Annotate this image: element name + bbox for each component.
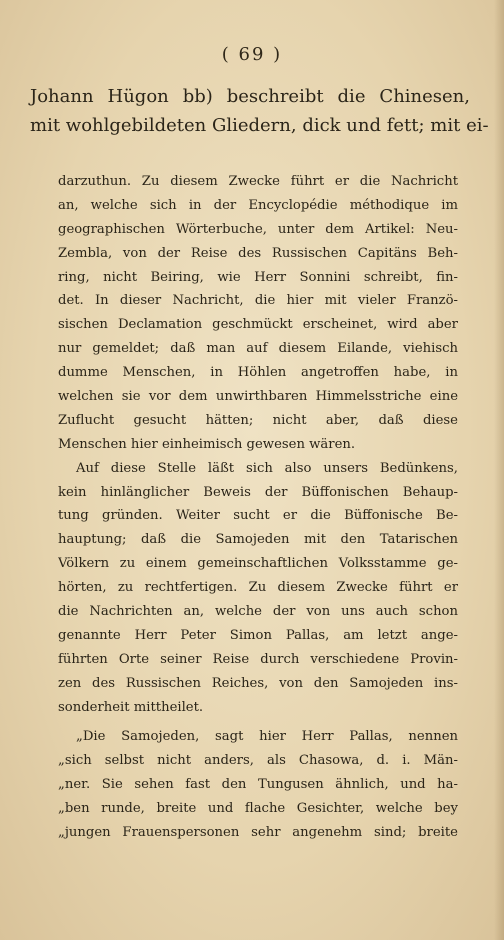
page-number: ( 69 ) bbox=[221, 44, 283, 65]
footnote-line: die Nachrichten an, welche der von uns auch schon bbox=[58, 604, 458, 620]
footnote-line: Menschen hier einheimisch gewesen wären. bbox=[58, 436, 356, 452]
footnote-line: tung gründen. Weiter sucht er die Büffonische Be- bbox=[58, 508, 458, 524]
footnote-line: geographischen Wörterbuche, unter dem Artikel: Neu- bbox=[58, 221, 458, 237]
footnote-line: sonderheit mittheilet. bbox=[58, 699, 204, 715]
footnote-line: zen des Russischen Reiches, von den Samojeden ins- bbox=[58, 675, 458, 691]
footnote-line: an, welche sich in der Encyclopédie méthodique im bbox=[58, 197, 458, 213]
footnote-line: Auf diese Stelle läßt sich also unsers Bedünkens, bbox=[76, 460, 458, 476]
footnote-line: hörten, zu rechtfertigen. Zu diesem Zwecke führt er bbox=[58, 580, 458, 596]
footnote-line: „jungen Frauenspersonen sehr angenehm sind; breite bbox=[58, 825, 458, 841]
footnote-line: „sich selbst nicht anders, als Chasowa, d. i. Män- bbox=[58, 753, 458, 769]
intro-text bbox=[30, 82, 489, 140]
footnote-line: ring, nicht Beiring, wie Herr Sonnini schreibt, fin- bbox=[58, 269, 458, 285]
footnote-line: „ben runde, breite und flache Gesichter, welche bey bbox=[58, 801, 458, 817]
footnote-line: „ner. Sie sehen fast den Tungusen ähnlich, und ha- bbox=[58, 777, 458, 793]
footnote-paragraph bbox=[58, 457, 458, 720]
footnote-line: welchen sie vor dem unwirthbaren Himmelsstriche eine bbox=[58, 389, 458, 405]
footnote-line: genannte Herr Peter Simon Pallas, am letzt ange- bbox=[58, 627, 458, 643]
footnote-line: darzuthun. Zu diesem Zwecke führt er die Nachricht bbox=[58, 174, 458, 189]
footnote-paragraph bbox=[58, 725, 458, 844]
footnote-line: kein hinlänglicher Beweis der Büffonischen Behaup- bbox=[58, 484, 458, 500]
footnote-line: nur gemeldet; daß man auf diesem Eilande, viehisch bbox=[58, 341, 458, 357]
footnote-line: sischen Declamation geschmückt erscheinet, wird aber bbox=[58, 317, 458, 333]
intro-line: Johann Hügon bb) beschreibt die Chinesen, bbox=[30, 86, 470, 107]
footnote-block bbox=[58, 170, 458, 845]
footnote-paragraph bbox=[58, 170, 458, 457]
intro-line: mit wohlgebildeten Gliedern, dick und fett; mit ei- bbox=[30, 115, 489, 136]
footnote-line: Völkern zu einem gemeinschaftlichen Volksstamme ge- bbox=[58, 556, 458, 572]
footnote-line: führten Orte seiner Reise durch verschiedene Provin- bbox=[58, 651, 458, 667]
footnote-line: det. In dieser Nachricht, die hier mit vieler Franzö- bbox=[58, 293, 458, 309]
footnote-line: hauptung; daß die Samojeden mit den Tatarischen bbox=[58, 532, 458, 548]
footnote-line: Zuflucht gesucht hätten; nicht aber, daß diese bbox=[58, 412, 458, 428]
footnote-line: „Die Samojeden, sagt hier Herr Pallas, nennen bbox=[76, 729, 458, 745]
footnote-line: dumme Menschen, in Höhlen angetroffen habe, in bbox=[58, 365, 458, 381]
page-edge-shadow bbox=[494, 0, 504, 940]
footnote-line: Zembla, von der Reise des Russischen Capitäns Beh- bbox=[58, 245, 458, 261]
